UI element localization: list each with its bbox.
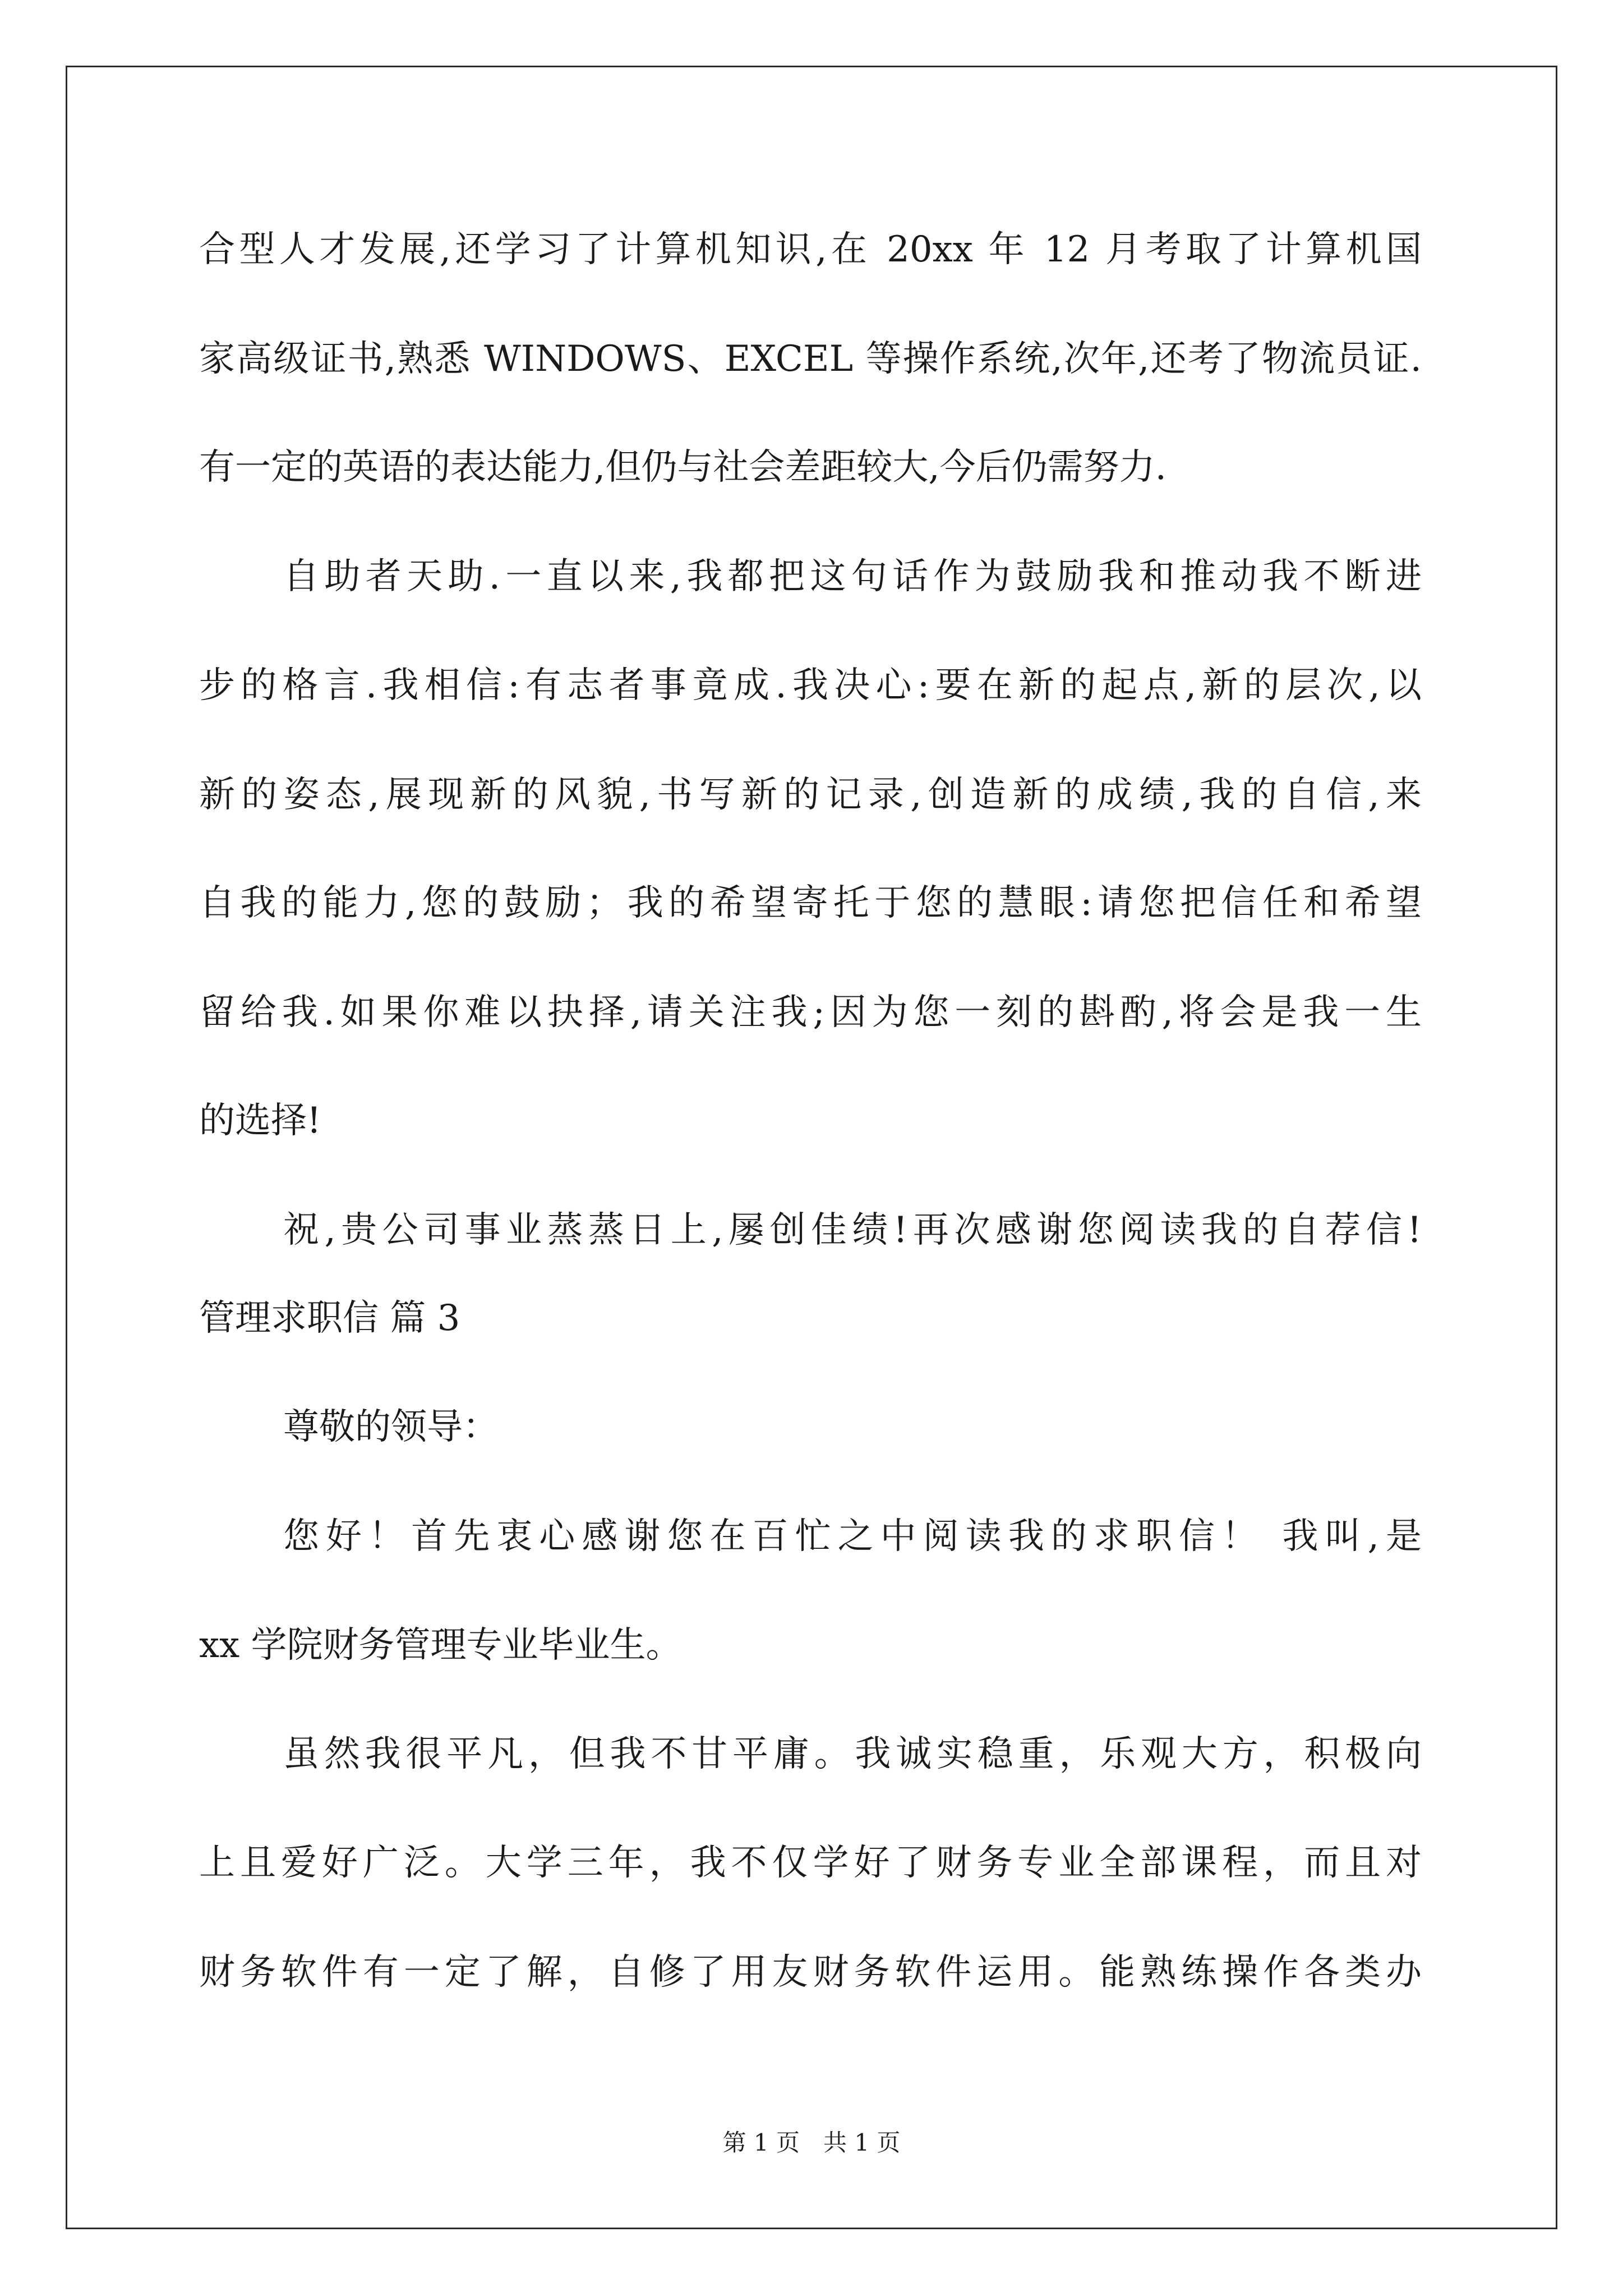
text-line-content: 自我的能力,您的鼓励；我的希望寄托于您的慧眼:请您把信任和希望 — [199, 882, 1422, 924]
text-line-content: 有一定的英语的表达能力,但仍与社会差距较大,今后仍需努力. — [199, 447, 1167, 488]
text-line — [0, 1087, 1623, 1154]
paragraph-first-line — [0, 543, 1623, 610]
text-line-content: 上且爱好广泛。大学三年，我不仅学好了财务专业全部课程，而且对 — [199, 1842, 1422, 1884]
paragraph-first-line — [0, 1720, 1623, 1788]
text-line-content: 您好！首先衷心感谢您在百忙之中阅读我的求职信！ 我叫,是 — [283, 1516, 1422, 1557]
text-line-content: 步的格言.我相信:有志者事竟成.我决心:要在新的起点,新的层次,以 — [199, 665, 1422, 706]
text-line — [0, 325, 1623, 393]
section-heading-text: 管理求职信 篇 3 — [199, 1297, 460, 1339]
text-line-content: 新的姿态,展现新的风貌,书写新的记录,创造新的成绩,我的自信,来 — [199, 774, 1422, 816]
paragraph-first-line — [0, 1503, 1623, 1570]
text-line — [0, 1939, 1623, 2006]
text-line — [0, 979, 1623, 1046]
text-line — [0, 652, 1623, 719]
section-heading — [0, 1285, 1623, 1352]
paragraph-first-line — [0, 1197, 1623, 1264]
text-line — [0, 1829, 1623, 1897]
salutation-text: 尊敬的领导： — [283, 1406, 499, 1448]
text-line-content: 合型人才发展,还学习了计算机知识,在 20xx 年 12 月考取了计算机国 — [199, 229, 1422, 270]
salutation — [0, 1393, 1623, 1461]
text-line-content: 家高级证书,熟悉 WINDOWS、EXCEL 等操作系统,次年,还考了物流员证. — [199, 338, 1422, 380]
text-line-content: 虽然我很平凡，但我不甘平庸。我诚实稳重，乐观大方，积极向 — [283, 1733, 1422, 1775]
text-line-content: xx 学院财务管理专业毕业生。 — [199, 1625, 682, 1666]
text-line-content: 留给我.如果你难以抉择,请关注我;因为您一刻的斟酌,将会是我一生 — [199, 992, 1422, 1033]
text-line — [0, 434, 1623, 501]
text-line — [0, 869, 1623, 937]
page-number: 第 1 页 共 1 页 — [722, 2129, 901, 2156]
text-line-content: 的选择! — [199, 1100, 321, 1142]
page-footer — [0, 2126, 1623, 2160]
text-line-content: 财务软件有一定了解，自修了用友财务软件运用。能熟练操作各类办 — [199, 1952, 1422, 1993]
text-line — [0, 1612, 1623, 1679]
text-line — [0, 761, 1623, 829]
text-line-content: 祝,贵公司事业蒸蒸日上,屡创佳绩!再次感谢您阅读我的自荐信! — [283, 1209, 1422, 1251]
text-line-content: 自助者天助.一直以来,我都把这句话作为鼓励我和推动我不断进 — [283, 556, 1422, 597]
text-line — [0, 216, 1623, 283]
